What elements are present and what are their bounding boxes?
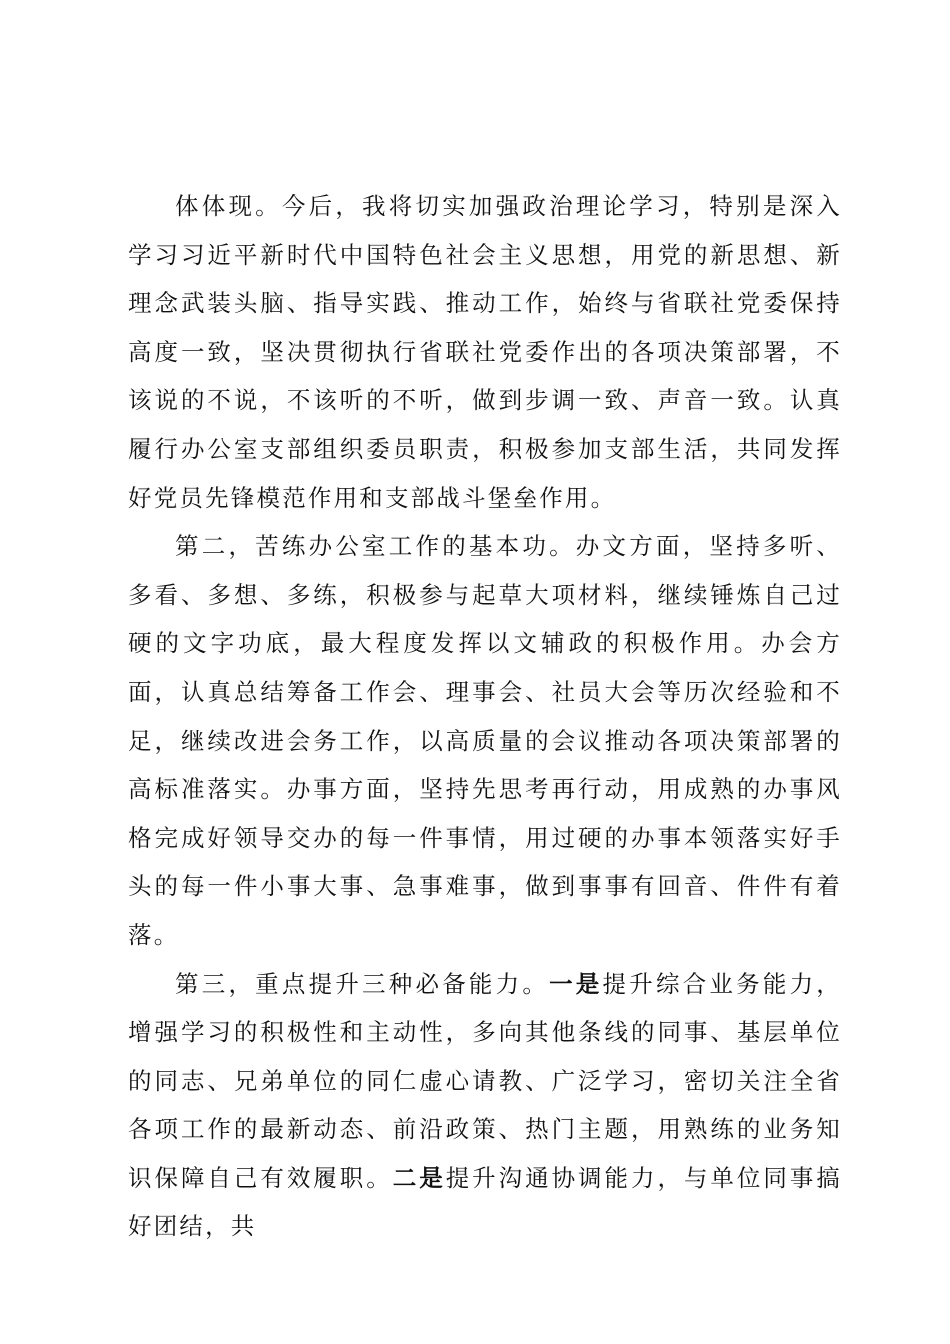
paragraph-text: 第三，重点提升三种必备能力。: [175, 969, 550, 998]
paragraph-three-abilities: [128, 960, 842, 1252]
paragraph-political-study: [128, 182, 842, 522]
paragraph-text: 提升沟通协调能力，与单位同事搞好团结，共: [128, 1163, 843, 1241]
paragraph-text: 第二，苦练办公室工作的基本功。办文方面，坚持多听、多看、多想、多练，积极参与起草大项材料，继续锤炼自己过硬的文字功底，最大程度发挥以文辅政的积极作用。办会方面，认真总结筹备工作会、理事会、社员大会等历次经验和不足，继续改进会务工作，以高质量的会议推动各项决策部署的高标准落实。办事方面，坚持先思考再行动，用成熟的办事风格完成好领导交办的每一件事情，用过硬的办事本领落实好手头的每一件小事大事、急事难事，做到事事有回音、件件有着落。: [128, 532, 842, 949]
emphasis-first: 一是: [549, 969, 603, 998]
document-body: [128, 182, 842, 1251]
emphasis-second: 二是: [392, 1163, 446, 1192]
paragraph-text: 体体现。今后，我将切实加强政治理论学习，特别是深入学习习近平新时代中国特色社会主义思想，用党的新思想、新理念武装头脑、指导实践、推动工作，始终与省联社党委保持高度一致，坚决贯彻执行省联社党委作出的各项决策部署，不该说的不说，不该听的不听，做到步调一致、声音一致。认真履行办公室支部组织委员职责，积极参加支部生活，共同发挥好党员先锋模范作用和支部战斗堡垒作用。: [128, 192, 842, 512]
paragraph-office-skills: [128, 522, 842, 959]
paragraph-text: 提升综合业务能力，增强学习的积极性和主动性，多向其他条线的同事、基层单位的同志、兄弟单位的同仁虚心请教、广泛学习，密切关注全省各项工作的最新动态、前沿政策、热门主题，用熟练的业务知识保障自己有效履职。: [128, 969, 842, 1192]
